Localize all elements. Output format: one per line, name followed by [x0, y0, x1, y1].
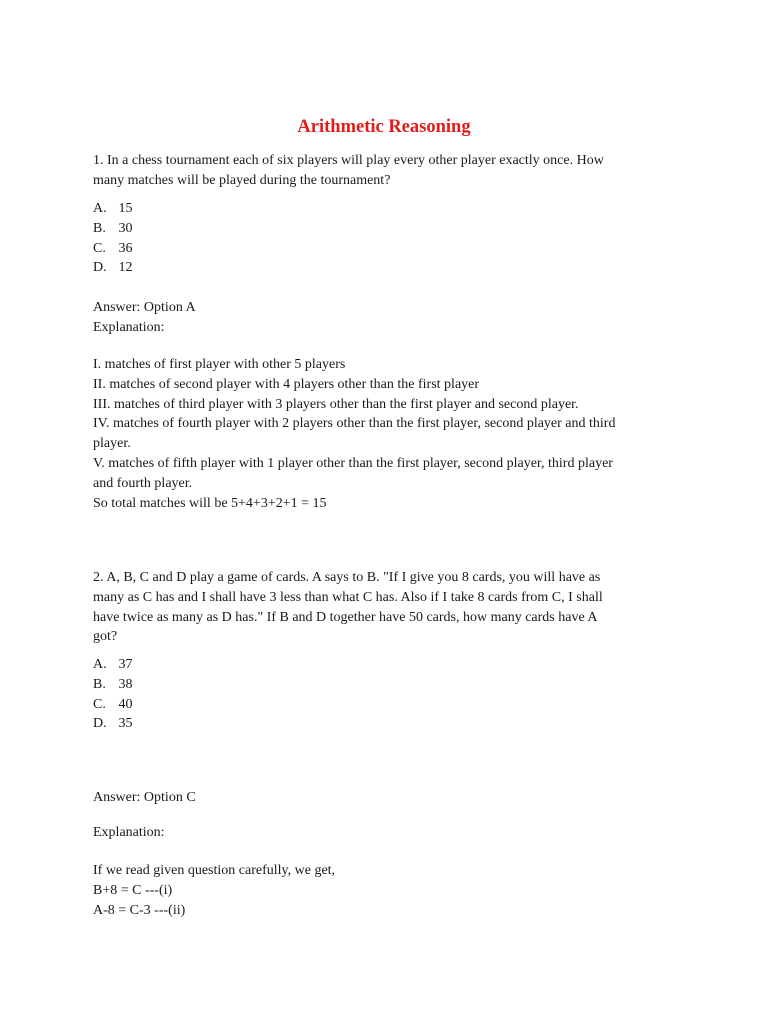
option-letter: D.	[93, 260, 107, 276]
option-value: 30	[118, 220, 133, 236]
option-item	[93, 258, 683, 278]
question-1-text	[93, 151, 683, 191]
question-2-answer	[93, 788, 683, 808]
question-line: have twice as many as D has." If B and D together have 50 cards, how many cards have A	[93, 609, 598, 625]
question-1-options	[93, 199, 683, 278]
option-value: 35	[118, 716, 133, 732]
option-letter: C.	[93, 696, 106, 712]
option-value: 40	[118, 696, 133, 712]
option-value: 36	[118, 240, 133, 256]
question-line: many matches will be played during the tournament?	[93, 172, 391, 188]
option-value: 37	[118, 657, 133, 672]
option-item	[93, 655, 683, 675]
explanation-line: IV. matches of fourth player with 2 players other than the first player, second player and third	[93, 416, 616, 432]
option-value: 15	[118, 201, 133, 216]
option-item	[93, 219, 683, 239]
question-line: 1. In a chess tournament each of six players will play every other player exactly once. How	[93, 153, 604, 168]
explanation-line: player.	[93, 436, 131, 452]
option-letter: A.	[93, 657, 107, 672]
question-1-answer	[93, 298, 683, 338]
question-line: 2. A, B, C and D play a game of cards. A says to B. "If I give you 8 cards, you will have as	[93, 570, 601, 585]
explanation-line: V. matches of fifth player with 1 player other than the first player, second player, third player	[93, 455, 613, 471]
explanation-line: A-8 = C-3 ---(ii)	[93, 902, 186, 918]
page-title: Arithmetic Reasoning	[297, 117, 471, 137]
option-value: 12	[118, 260, 133, 276]
option-item	[93, 239, 683, 259]
question-2-explanation	[93, 861, 683, 920]
explanation-line: II. matches of second player with 4 players other than the first player	[93, 376, 480, 392]
explanation-label: Explanation:	[93, 319, 165, 335]
explanation-line: III. matches of third player with 3 players other than the first player and second player.	[93, 396, 579, 412]
explanation-line: and fourth player.	[93, 475, 193, 491]
option-item	[93, 714, 683, 734]
option-letter: C.	[93, 240, 106, 256]
explanation-label: Explanation:	[93, 825, 165, 840]
answer-text: Answer: Option A	[93, 300, 196, 315]
question-line: many as C has and I shall have 3 less than what C has. Also if I take 8 cards from C, I shall	[93, 589, 603, 605]
option-letter: A.	[93, 201, 107, 216]
explanation-line: So total matches will be 5+4+3+2+1 = 15	[93, 495, 327, 511]
option-item	[93, 675, 683, 695]
question-2-text	[93, 568, 683, 647]
question-line: got?	[93, 629, 118, 645]
option-item	[93, 695, 683, 715]
option-item	[93, 199, 683, 219]
explanation-line: I. matches of first player with other 5 players	[93, 357, 346, 372]
question-2-options	[93, 655, 683, 734]
option-letter: D.	[93, 716, 107, 732]
question-2-explanation-label	[93, 823, 683, 843]
option-letter: B.	[93, 220, 106, 236]
answer-text: Answer: Option C	[93, 790, 196, 805]
option-letter: B.	[93, 676, 106, 692]
explanation-line: B+8 = C ---(i)	[93, 882, 173, 898]
explanation-line: If we read given question carefully, we get,	[93, 863, 336, 878]
option-value: 38	[118, 676, 133, 692]
question-1-explanation	[93, 355, 683, 513]
